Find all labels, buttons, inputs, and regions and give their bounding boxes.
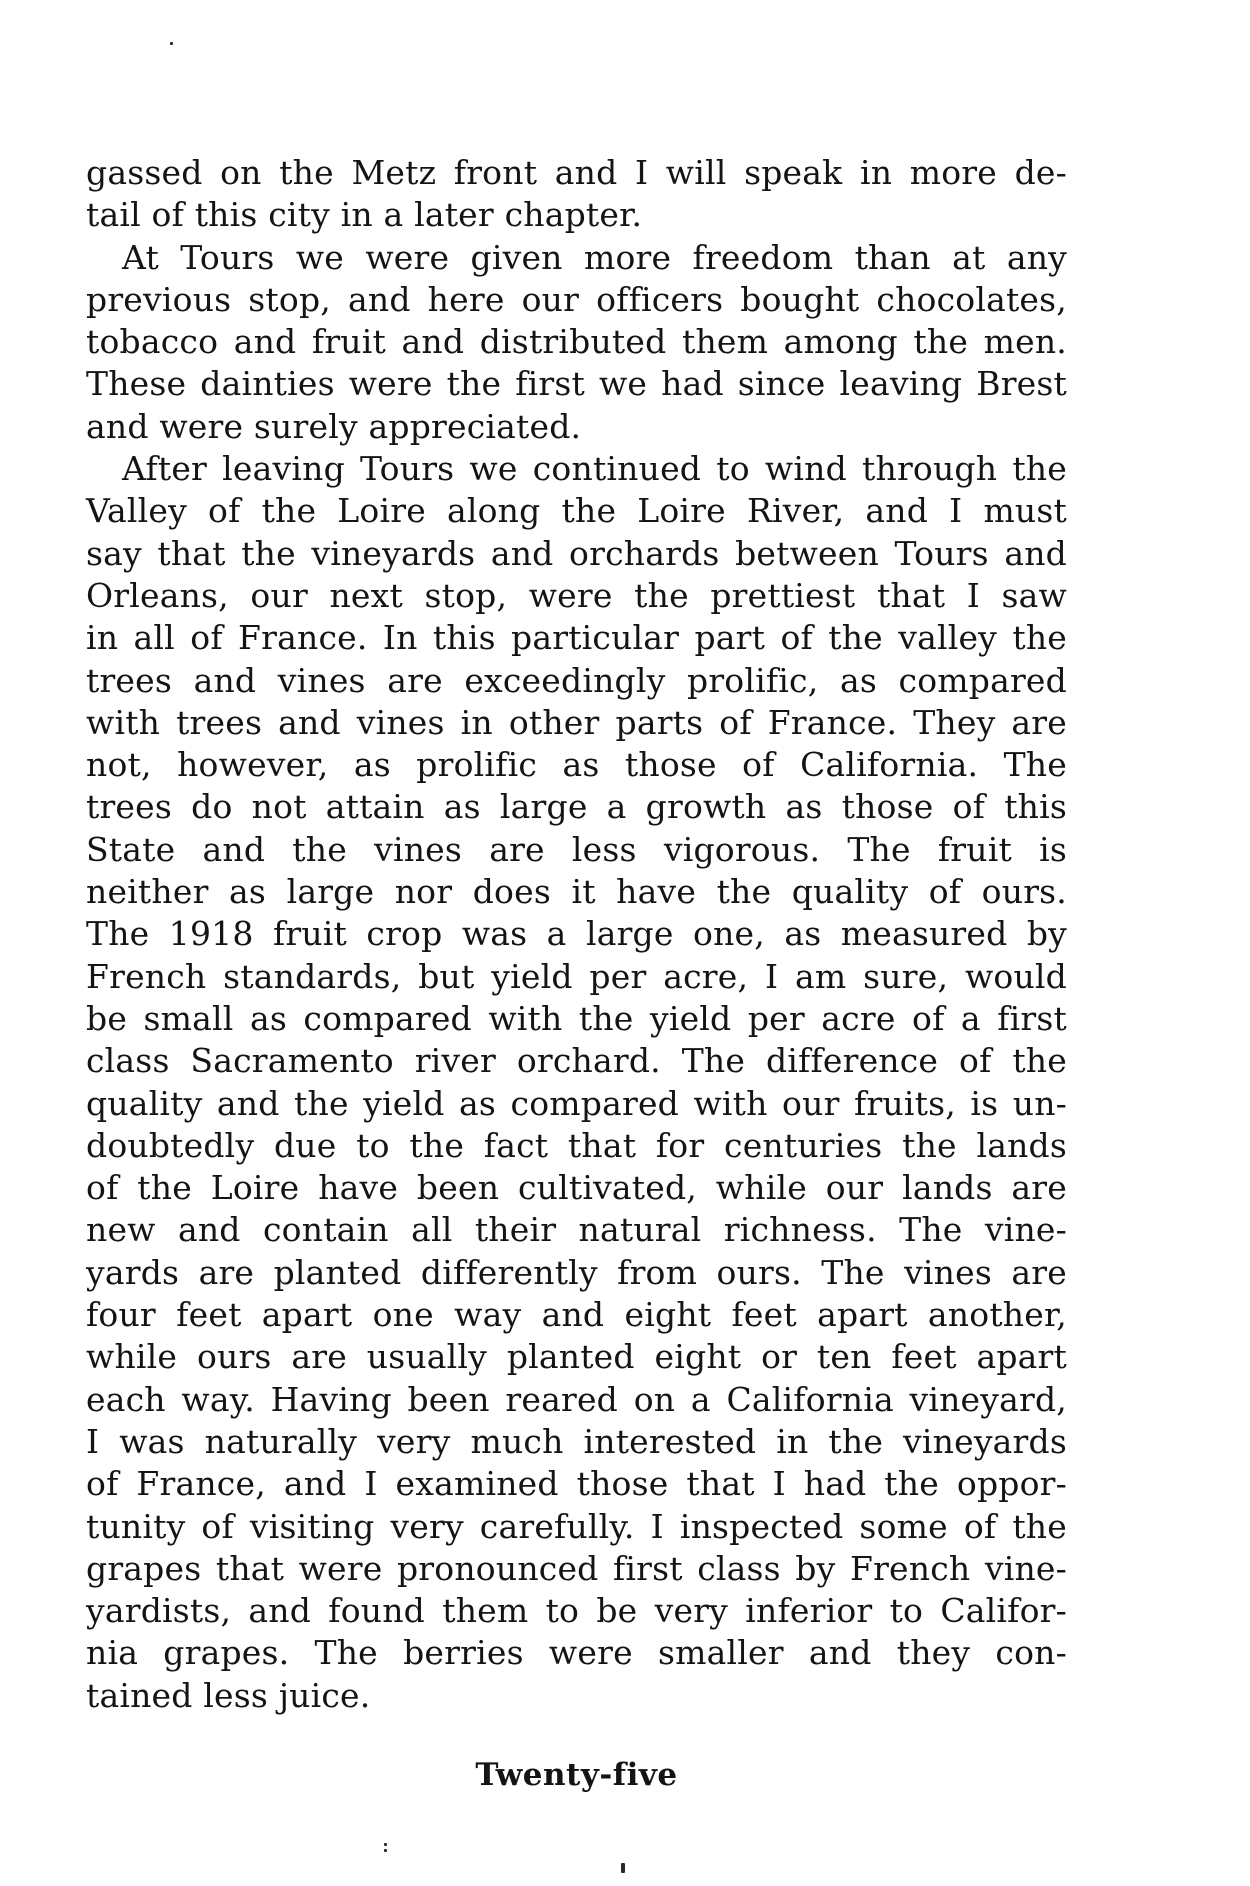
text-line: yards are planted differently from ours. The vines are — [86, 1252, 1067, 1292]
text-line: new and contain all their natural richness. The vine- — [86, 1210, 1067, 1250]
text-line: while ours are usually planted eight or ten feet apart — [86, 1337, 1067, 1377]
scan-speck — [384, 1843, 387, 1846]
text-line: gassed on the Metz front and I will speak in more de- — [86, 153, 1067, 192]
scan-speck — [384, 1849, 387, 1852]
text-line: Orleans, our next stop, were the prettiest that I saw — [86, 575, 1067, 615]
text-line: quality and the yield as compared with our fruits, is un- — [86, 1083, 1067, 1123]
text-line: doubtedly due to the fact that for centuries the lands — [86, 1125, 1067, 1165]
text-line: each way. Having been reared on a California vineyard, — [86, 1379, 1067, 1419]
text-line: trees and vines are exceedingly prolific, as compared — [86, 660, 1067, 700]
text-line: State and the vines are less vigorous. The fruit is — [86, 829, 1067, 869]
text-line: tained less juice. — [86, 1675, 371, 1715]
text-line: At Tours we were given more freedom than at any — [122, 237, 1067, 277]
text-line: trees do not attain as large a growth as those of this — [86, 787, 1067, 827]
page-number: Twenty-five — [475, 1757, 678, 1793]
text-line: neither as large nor does it have the quality of ours. — [86, 872, 1067, 912]
scan-speck — [170, 42, 173, 45]
text-line: yardists, and found them to be very inferior to Califor- — [86, 1591, 1067, 1631]
body-text — [86, 152, 1067, 1717]
text-line: After leaving Tours we continued to wind through the — [122, 449, 1067, 489]
text-line: of France, and I examined those that I had the oppor- — [86, 1464, 1067, 1504]
text-line: tobacco and fruit and distributed them among the men. — [86, 322, 1067, 362]
text-line: class Sacramento river orchard. The difference of the — [86, 1041, 1067, 1081]
text-line: French standards, but yield per acre, I am sure, would — [86, 956, 1067, 996]
text-line: Valley of the Loire along the Loire River, and I must — [86, 491, 1067, 531]
text-line: four feet apart one way and eight feet apart another, — [86, 1295, 1067, 1335]
text-line: grapes that were pronounced first class by French vine- — [86, 1548, 1067, 1588]
text-line: in all of France. In this particular part of the valley the — [86, 618, 1067, 658]
text-line: tail of this city in a later chapter. — [86, 195, 643, 235]
text-line: of the Loire have been cultivated, while our lands are — [86, 1168, 1067, 1208]
text-line: tunity of visiting very carefully. I inspected some of the — [86, 1506, 1067, 1546]
text-line: not, however, as prolific as those of California. The — [86, 745, 1067, 785]
text-line: be small as compared with the yield per acre of a first — [86, 998, 1067, 1038]
text-line: and were surely appreciated. — [86, 406, 582, 446]
text-line: with trees and vines in other parts of France. They are — [86, 702, 1067, 742]
scan-speck — [621, 1863, 625, 1873]
text-line: nia grapes. The berries were smaller and they con- — [86, 1633, 1067, 1673]
text-line: The 1918 fruit crop was a large one, as measured by — [86, 914, 1067, 954]
text-line: previous stop, and here our officers bought chocolates, — [86, 279, 1067, 319]
text-line: say that the vineyards and orchards between Tours and — [86, 533, 1067, 573]
text-line: These dainties were the first we had since leaving Brest — [86, 364, 1067, 404]
text-line: I was naturally very much interested in the vineyards — [86, 1421, 1067, 1461]
